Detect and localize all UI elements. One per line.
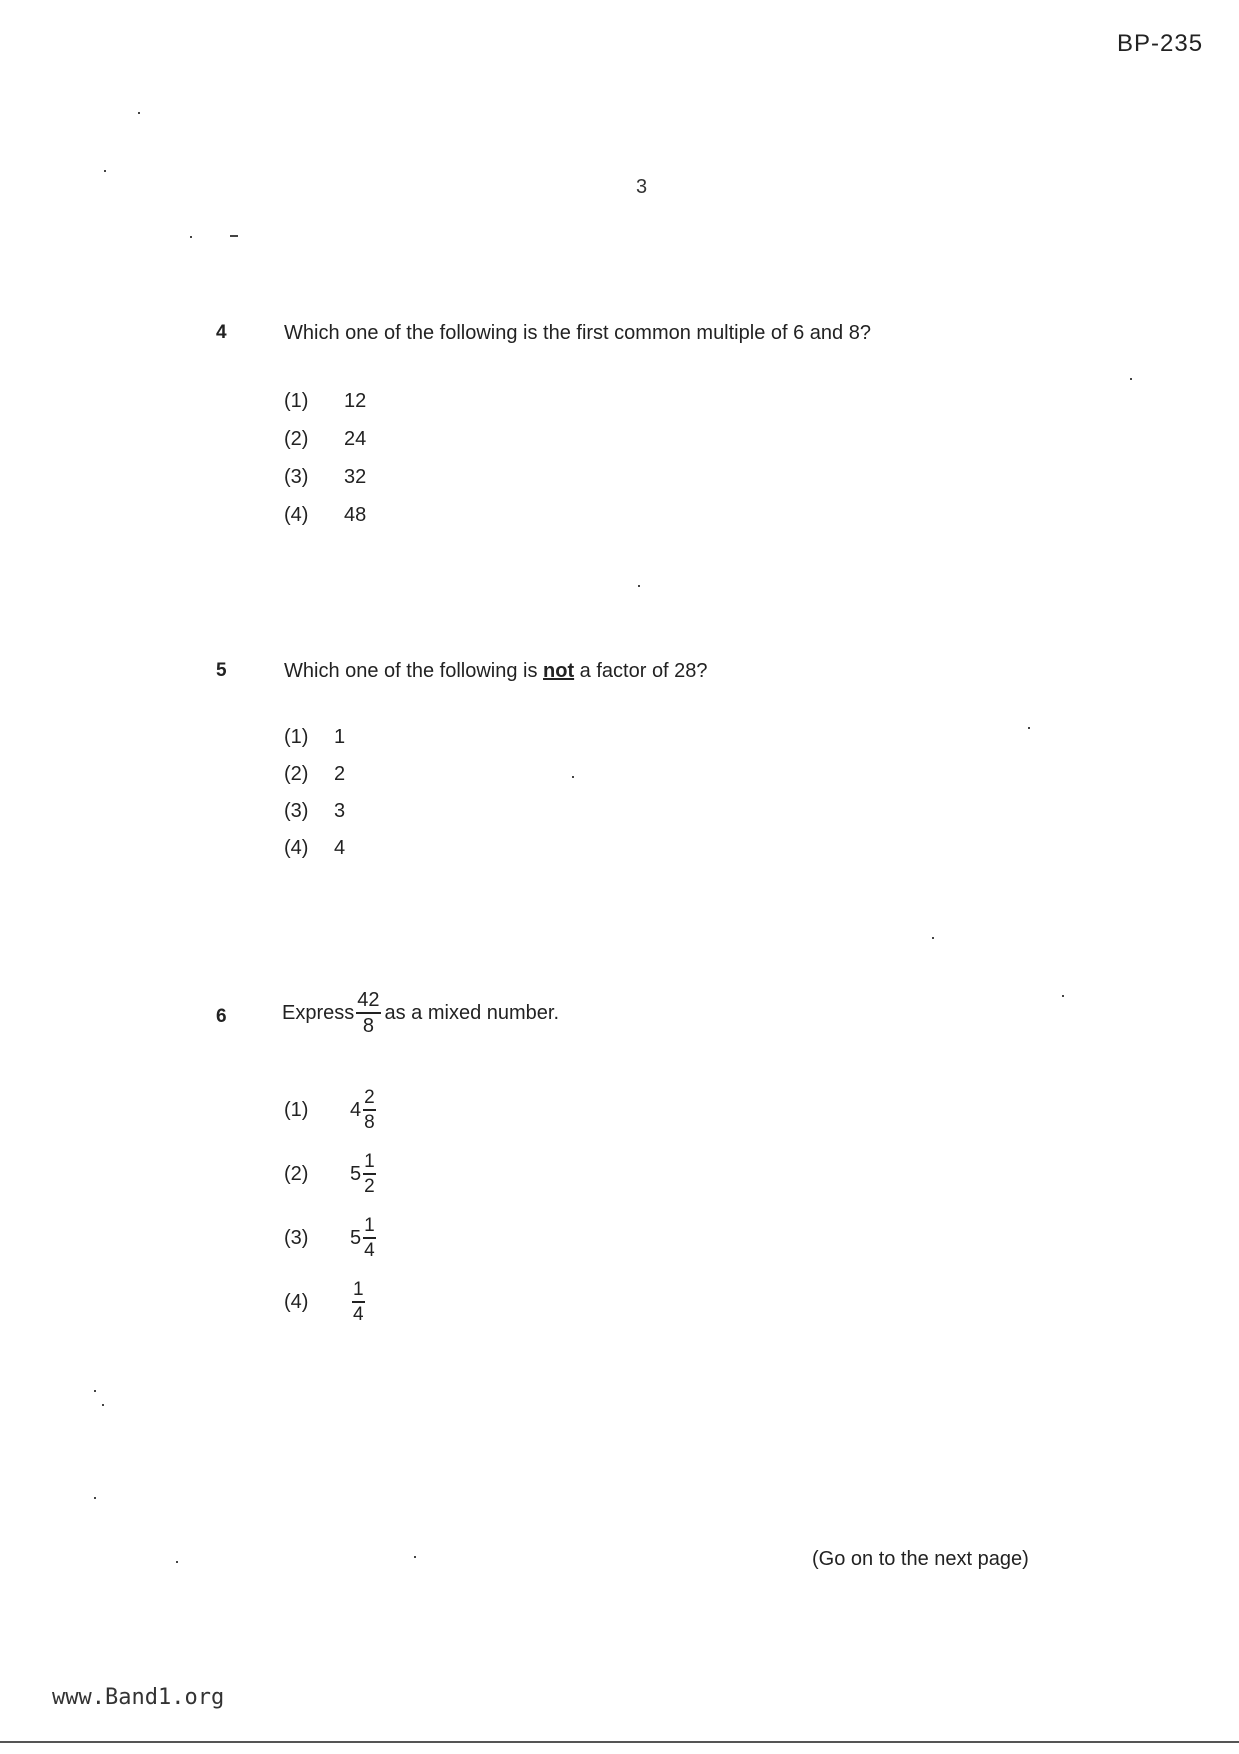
answer-option[interactable] xyxy=(284,1280,367,1324)
fraction-numerator: 1 xyxy=(363,1216,376,1239)
website-link[interactable]: www.Band1.org xyxy=(52,1685,225,1710)
option-value: 12 xyxy=(344,390,367,412)
question-number: 4 xyxy=(216,322,227,343)
answer-option[interactable] xyxy=(284,428,366,451)
scan-speck xyxy=(104,170,106,172)
scan-speck xyxy=(138,112,140,114)
scan-speck xyxy=(414,1556,416,1558)
option-value: 4 xyxy=(334,837,346,859)
answer-option[interactable] xyxy=(284,390,366,413)
fraction-denominator: 4 xyxy=(364,1240,375,1261)
scan-speck xyxy=(1062,995,1064,997)
question-text-before: Which one of the following is xyxy=(284,660,544,682)
fraction-numerator: 1 xyxy=(363,1152,376,1175)
question-text-after: a factor of 28? xyxy=(574,660,708,682)
answer-option[interactable] xyxy=(284,1152,378,1196)
scan-speck xyxy=(94,1497,96,1499)
page-number: 3 xyxy=(636,176,648,198)
scan-speck xyxy=(932,937,934,939)
option-label: (2) xyxy=(284,1162,309,1185)
scan-speck xyxy=(190,236,192,238)
option-label: (3) xyxy=(284,1226,309,1249)
fraction-denominator: 8 xyxy=(364,1112,375,1133)
scan-speck xyxy=(1028,727,1030,729)
option-label: (1) xyxy=(284,726,309,748)
option-label: (4) xyxy=(284,1290,309,1313)
scan-speck xyxy=(1130,378,1132,380)
option-label: (1) xyxy=(284,390,309,412)
option-fraction xyxy=(352,1280,365,1324)
fraction-denominator: 4 xyxy=(353,1304,364,1325)
fraction-numerator: 1 xyxy=(352,1280,365,1303)
bottom-divider xyxy=(0,1741,1239,1743)
scan-speck xyxy=(94,1390,96,1392)
document-code: BP-235 xyxy=(1117,30,1204,57)
mixed-whole: 4 xyxy=(350,1098,362,1121)
option-label: (3) xyxy=(284,800,309,822)
question-text xyxy=(284,660,708,683)
option-value: 3 xyxy=(334,800,346,822)
question-text-before: Express xyxy=(282,1001,355,1024)
scan-speck xyxy=(176,1561,178,1563)
question-text-emphasis: not xyxy=(543,660,575,682)
scan-speck xyxy=(572,776,574,778)
mixed-whole: 5 xyxy=(350,1226,362,1249)
option-label: (2) xyxy=(284,428,309,450)
scan-speck xyxy=(230,235,238,237)
scan-speck xyxy=(102,1404,104,1406)
continue-note: (Go on to the next page) xyxy=(812,1548,1029,1570)
option-label: (1) xyxy=(284,1098,309,1121)
option-value: 32 xyxy=(344,466,367,488)
mixed-whole: 5 xyxy=(350,1162,362,1185)
question-number: 5 xyxy=(216,660,227,681)
answer-option[interactable] xyxy=(284,726,345,749)
scan-speck xyxy=(638,585,640,587)
fraction-denominator: 8 xyxy=(362,1015,374,1037)
question-text xyxy=(282,990,559,1036)
option-fraction xyxy=(363,1152,376,1196)
question-fraction xyxy=(356,990,380,1036)
answer-option[interactable] xyxy=(284,800,345,823)
fraction-denominator: 2 xyxy=(364,1176,375,1197)
fraction-numerator: 42 xyxy=(356,990,380,1014)
option-value: 24 xyxy=(344,428,367,450)
option-value: 2 xyxy=(334,763,346,785)
option-fraction xyxy=(363,1216,376,1260)
fraction-numerator: 2 xyxy=(363,1088,376,1111)
option-fraction xyxy=(363,1088,376,1132)
option-label: (2) xyxy=(284,763,309,785)
option-label: (4) xyxy=(284,837,309,859)
answer-option[interactable] xyxy=(284,837,345,860)
option-value: 1 xyxy=(334,726,346,748)
answer-option[interactable] xyxy=(284,504,366,527)
question-text-after: as a mixed number. xyxy=(384,1001,560,1024)
question-number: 6 xyxy=(216,1006,227,1027)
answer-option[interactable] xyxy=(284,466,366,489)
option-value: 48 xyxy=(344,504,367,526)
answer-option[interactable] xyxy=(284,1088,378,1132)
answer-option[interactable] xyxy=(284,763,345,786)
option-label: (3) xyxy=(284,466,309,488)
question-text: Which one of the following is the first common multiple of 6 and 8? xyxy=(284,322,871,344)
answer-option[interactable] xyxy=(284,1216,378,1260)
option-label: (4) xyxy=(284,504,309,526)
